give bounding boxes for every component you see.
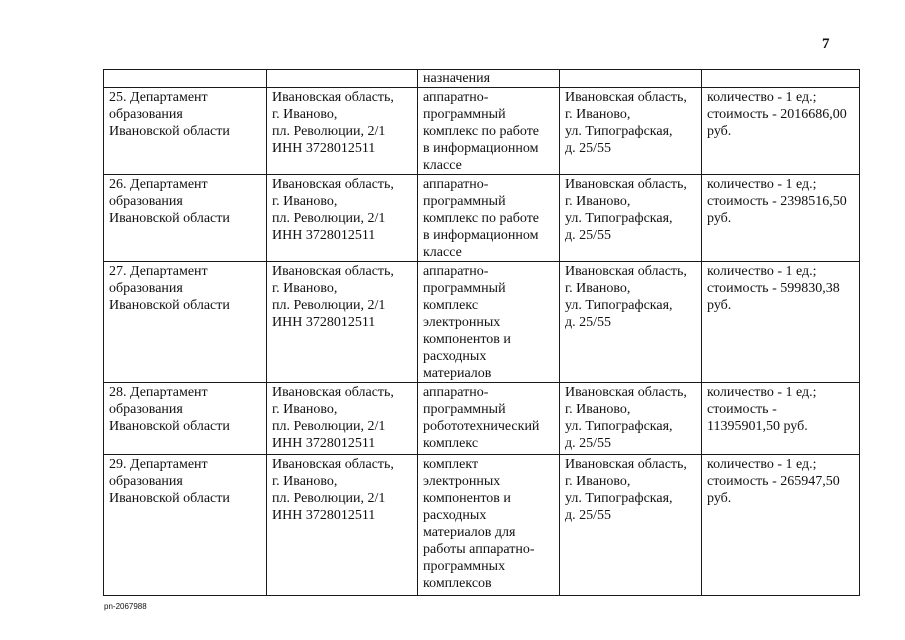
cell-address: Ивановская область, г. Иваново, пл. Революции, 2/1 ИНН 3728012511 — [267, 455, 418, 596]
table-row — [104, 383, 860, 455]
property-table — [103, 69, 860, 596]
cell-location: Ивановская область, г. Иваново, ул. Типографская, д. 25/55 — [560, 88, 702, 175]
table-row-continuation — [104, 70, 860, 88]
cell-org: 27. Департамент образования Ивановской области — [104, 262, 267, 383]
cell-item: аппаратно- программный робототехнический комплекс — [418, 383, 560, 455]
cell-location: Ивановская область, г. Иваново, ул. Типографская, д. 25/55 — [560, 262, 702, 383]
cell-address: Ивановская область, г. Иваново, пл. Революции, 2/1 ИНН 3728012511 — [267, 383, 418, 455]
cell-amount: количество - 1 ед.; стоимость - 2016686,00 руб. — [702, 88, 860, 175]
cell-item: комплект электронных компонентов и расходных материалов для работы аппаратно- программных комплексов — [418, 455, 560, 596]
cell-location: Ивановская область, г. Иваново, ул. Типографская, д. 25/55 — [560, 383, 702, 455]
table-row — [104, 455, 860, 596]
cell-amount: количество - 1 ед.; стоимость - 599830,38 руб. — [702, 262, 860, 383]
cell-item: аппаратно- программный комплекс электронных компонентов и расходных материалов — [418, 262, 560, 383]
table-row — [104, 175, 860, 262]
cell-address: Ивановская область, г. Иваново, пл. Революции, 2/1 ИНН 3728012511 — [267, 262, 418, 383]
cell-address: Ивановская область, г. Иваново, пл. Революции, 2/1 ИНН 3728012511 — [267, 88, 418, 175]
cell-item: аппаратно- программный комплекс по работе в информационном классе — [418, 88, 560, 175]
cell-org — [104, 70, 267, 88]
cell-location — [560, 70, 702, 88]
cell-item: назначения — [418, 70, 560, 88]
cell-item: аппаратно- программный комплекс по работе в информационном классе — [418, 175, 560, 262]
cell-location: Ивановская область, г. Иваново, ул. Типографская, д. 25/55 — [560, 175, 702, 262]
cell-amount: количество - 1 ед.; стоимость - 265947,50 руб. — [702, 455, 860, 596]
cell-org: 28. Департамент образования Ивановской области — [104, 383, 267, 455]
cell-location: Ивановская область, г. Иваново, ул. Типографская, д. 25/55 — [560, 455, 702, 596]
cell-address — [267, 70, 418, 88]
document-code: pn-2067988 — [104, 602, 147, 611]
cell-org: 25. Департамент образования Ивановской области — [104, 88, 267, 175]
table-row — [104, 262, 860, 383]
page-number: 7 — [822, 36, 830, 52]
cell-org: 26. Департамент образования Ивановской области — [104, 175, 267, 262]
cell-address: Ивановская область, г. Иваново, пл. Революции, 2/1 ИНН 3728012511 — [267, 175, 418, 262]
cell-amount: количество - 1 ед.; стоимость - 11395901,50 руб. — [702, 383, 860, 455]
table-row — [104, 88, 860, 175]
cell-org: 29. Департамент образования Ивановской области — [104, 455, 267, 596]
cell-amount — [702, 70, 860, 88]
cell-amount: количество - 1 ед.; стоимость - 2398516,50 руб. — [702, 175, 860, 262]
